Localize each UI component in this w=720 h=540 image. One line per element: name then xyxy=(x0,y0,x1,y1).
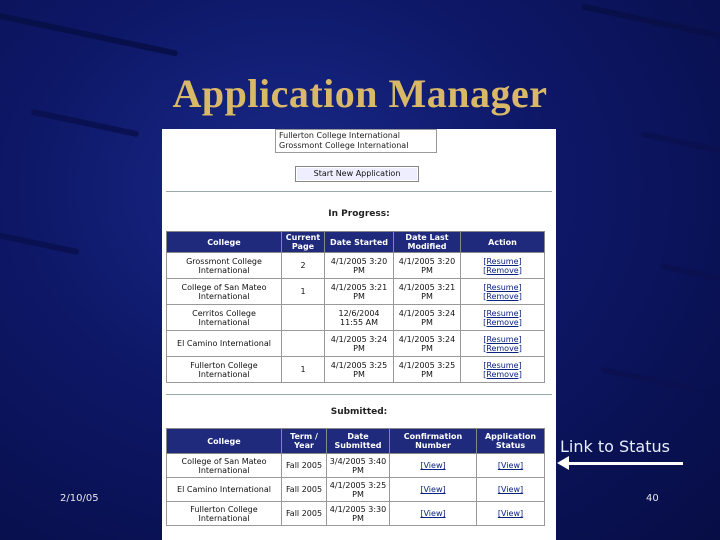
table-row xyxy=(167,253,545,279)
table-row xyxy=(167,478,545,502)
list-option[interactable]: Grossmont College International xyxy=(279,141,409,150)
cell-page: 1 xyxy=(282,279,325,305)
start-new-application-button[interactable]: Start New Application xyxy=(295,166,419,182)
cell-page: 1 xyxy=(282,357,325,383)
remove-link[interactable]: [Remove] xyxy=(483,343,522,353)
cell-college: El Camino International xyxy=(167,331,282,357)
cell-status xyxy=(477,454,545,478)
application-manager-panel xyxy=(162,129,556,540)
in-progress-title: In Progress: xyxy=(328,209,390,219)
cell-college: Fullerton College International xyxy=(167,502,282,526)
cell-action xyxy=(461,357,545,383)
table-row xyxy=(167,357,545,383)
cell-page xyxy=(282,331,325,357)
cell-modified: 4/1/2005 3:25 PM xyxy=(394,357,461,383)
resume-link[interactable]: [Resume] xyxy=(483,360,522,370)
cell-action xyxy=(461,253,545,279)
remove-link[interactable]: [Remove] xyxy=(483,291,522,301)
remove-link[interactable]: [Remove] xyxy=(483,317,522,327)
col-current-page: Current Page xyxy=(282,232,325,253)
table-row xyxy=(167,279,545,305)
view-status-link[interactable]: [View] xyxy=(497,485,524,494)
link-to-status-callout: Link to Status xyxy=(560,437,670,456)
cell-modified: 4/1/2005 3:21 PM xyxy=(394,279,461,305)
cell-college: Grossmont College International xyxy=(167,253,282,279)
divider xyxy=(166,191,552,192)
table-row xyxy=(167,454,545,478)
cell-modified: 4/1/2005 3:20 PM xyxy=(394,253,461,279)
slide-date: 2/10/05 xyxy=(60,493,99,504)
cell-action xyxy=(461,331,545,357)
col-date-started: Date Started xyxy=(325,232,394,253)
col-date-submitted: Date Submitted xyxy=(327,429,390,454)
cell-page xyxy=(282,305,325,331)
cell-confirmation xyxy=(390,454,477,478)
view-confirmation-link[interactable]: [View] xyxy=(420,485,446,494)
resume-link[interactable]: [Resume] xyxy=(483,282,522,292)
cell-action xyxy=(461,279,545,305)
cell-status xyxy=(477,478,545,502)
cell-date: 4/1/2005 3:30 PM xyxy=(327,502,390,526)
col-college: College xyxy=(167,429,282,454)
cell-term: Fall 2005 xyxy=(282,502,327,526)
col-date-modified: Date Last Modified xyxy=(394,232,461,253)
cell-started: 12/6/2004 11:55 AM xyxy=(325,305,394,331)
cell-college: Fullerton College International xyxy=(167,357,282,383)
col-application-status: Application Status xyxy=(477,429,545,454)
cell-started: 4/1/2005 3:25 PM xyxy=(325,357,394,383)
col-confirmation-number: Confirmation Number xyxy=(390,429,477,454)
cell-confirmation xyxy=(390,502,477,526)
col-term-year: Term / Year xyxy=(282,429,327,454)
resume-link[interactable]: [Resume] xyxy=(483,334,522,344)
col-action: Action xyxy=(461,232,545,253)
cell-college: El Camino International xyxy=(167,478,282,502)
table-row xyxy=(167,305,545,331)
cell-page: 2 xyxy=(282,253,325,279)
view-status-link[interactable]: [View] xyxy=(497,509,524,518)
remove-link[interactable]: [Remove] xyxy=(483,369,522,379)
cell-college: College of San Mateo International xyxy=(167,454,282,478)
cell-college: College of San Mateo International xyxy=(167,279,282,305)
col-college: College xyxy=(167,232,282,253)
arrow-shaft xyxy=(567,462,683,465)
divider xyxy=(166,394,552,395)
cell-date: 3/4/2005 3:40 PM xyxy=(327,454,390,478)
cell-started: 4/1/2005 3:24 PM xyxy=(325,331,394,357)
cell-action xyxy=(461,305,545,331)
cell-started: 4/1/2005 3:21 PM xyxy=(325,279,394,305)
table-row xyxy=(167,331,545,357)
cell-modified: 4/1/2005 3:24 PM xyxy=(394,305,461,331)
cell-term: Fall 2005 xyxy=(282,454,327,478)
view-status-link[interactable]: [View] xyxy=(497,461,524,470)
slide-title: Application Manager xyxy=(172,71,548,116)
view-confirmation-link[interactable]: [View] xyxy=(420,509,446,518)
cell-modified: 4/1/2005 3:24 PM xyxy=(394,331,461,357)
cell-date: 4/1/2005 3:25 PM xyxy=(327,478,390,502)
cell-started: 4/1/2005 3:20 PM xyxy=(325,253,394,279)
cell-college: Cerritos College International xyxy=(167,305,282,331)
resume-link[interactable]: [Resume] xyxy=(483,256,522,266)
cell-status xyxy=(477,502,545,526)
in-progress-table xyxy=(166,231,545,383)
list-option[interactable]: Fullerton College International xyxy=(279,131,400,140)
view-confirmation-link[interactable]: [View] xyxy=(420,461,446,470)
submitted-table xyxy=(166,428,545,526)
resume-link[interactable]: [Resume] xyxy=(483,308,522,318)
cell-confirmation xyxy=(390,478,477,502)
college-select-list[interactable] xyxy=(275,129,437,153)
cell-term: Fall 2005 xyxy=(282,478,327,502)
submitted-title: Submitted: xyxy=(330,407,388,417)
table-row xyxy=(167,502,545,526)
remove-link[interactable]: [Remove] xyxy=(483,265,522,275)
slide-number: 40 xyxy=(646,493,659,504)
